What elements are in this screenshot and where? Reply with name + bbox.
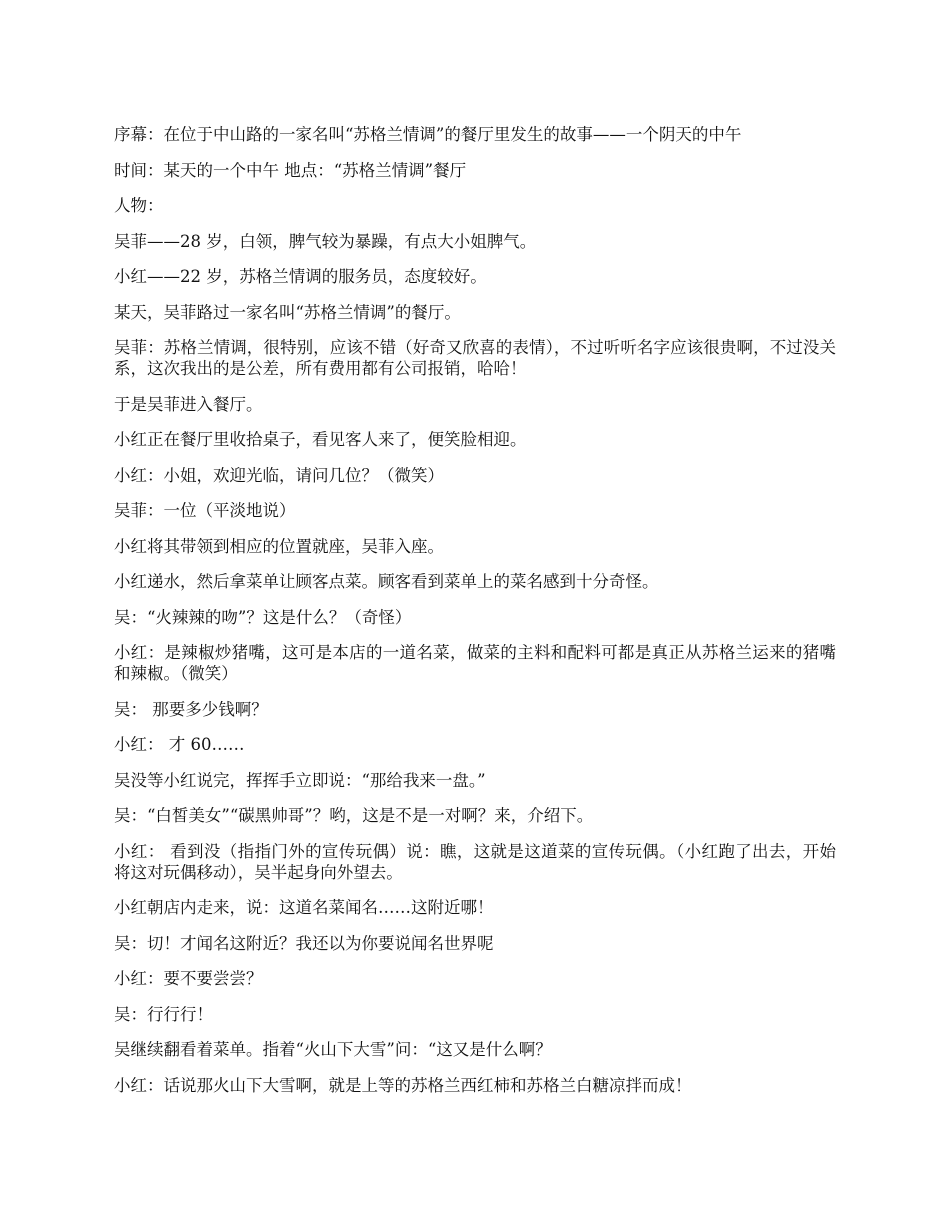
paragraph: 吴：切！才闻名这附近？我还以为你要说闻名世界呢 [114,933,494,953]
paragraph-characters-heading: 人物： [114,196,164,215]
paragraph: 小红：要不要尝尝？ [114,969,263,988]
paragraph-prologue: 序幕：在位于中山路的一家名叫“苏格兰情调”的餐厅里发生的故事——一个阴天的中午 [114,125,742,144]
paragraph: 小红：话说那火山下大雪啊，就是上等的苏格兰西红柿和苏格兰白糖凉拌而成！ [114,1075,692,1095]
paragraph: 小红朝店内走来，说：这道名菜闻名……这附近哪！ [114,898,494,917]
paragraph: 吴继续翻看着菜单。指着“火山下大雪”问：“这又是什么啊？ [114,1040,552,1059]
paragraph: 某天，吴菲路过一家名叫“苏格兰情调”的餐厅。 [114,302,461,322]
paragraph: 吴菲：苏格兰情调，很特别，应该不错（好奇又欣喜的表情），不过听听名字应该很贵啊，不过没关系，这次我出的是公差，所有费用都有公司报销，哈哈！ [114,338,836,378]
paragraph: 小红：是辣椒炒猪嘴，这可是本店的一道名菜，做菜的主料和配料可都是真正从苏格兰运来的猪嘴和辣椒。（微笑） [114,643,836,683]
paragraph: 吴： 那要多少钱啊？ [114,699,268,719]
document-body [114,124,836,1110]
paragraph-character-wufei: 吴菲——28 岁，白领，脾气较为暴躁，有点大小姐脾气。 [114,231,537,251]
paragraph: 吴：行行行！ [114,1004,213,1024]
paragraph: 小红： 看到没（指指门外的宣传玩偶）说：瞧，这就是这道菜的宣传玩偶。（小红跑了出去，开始将这对玩偶移动），吴半起身向外望去。 [114,841,836,882]
paragraph: 吴没等小红说完，挥挥手立即说：“那给我来一盘。” [114,770,486,790]
paragraph: 小红将其带领到相应的位置就座，吴菲入座。 [114,536,444,556]
paragraph: 小红递水，然后拿菜单让顾客点菜。顾客看到菜单上的菜名感到十分奇怪。 [114,572,659,591]
paragraph: 吴：“白皙美女”“碳黑帅哥”？哟，这是不是一对啊？来，介绍下。 [114,806,594,825]
paragraph-time-place: 时间：某天的一个中午 地点：“苏格兰情调”餐厅 [114,160,467,180]
paragraph: 吴：“火辣辣的吻”？这是什么？（奇怪） [114,607,412,627]
paragraph: 小红：小姐，欢迎光临，请问几位？（微笑） [114,465,444,485]
paragraph: 吴菲：一位（平淡地说） [114,501,296,520]
paragraph: 小红： 才 60…… [114,735,245,754]
paragraph: 小红正在餐厅里收拾桌子，看见客人来了，便笑脸相迎。 [114,430,527,449]
paragraph: 于是吴菲进入餐厅。 [114,394,263,414]
paragraph-character-xiaohong: 小红——22 岁，苏格兰情调的服务员，态度较好。 [114,267,487,286]
